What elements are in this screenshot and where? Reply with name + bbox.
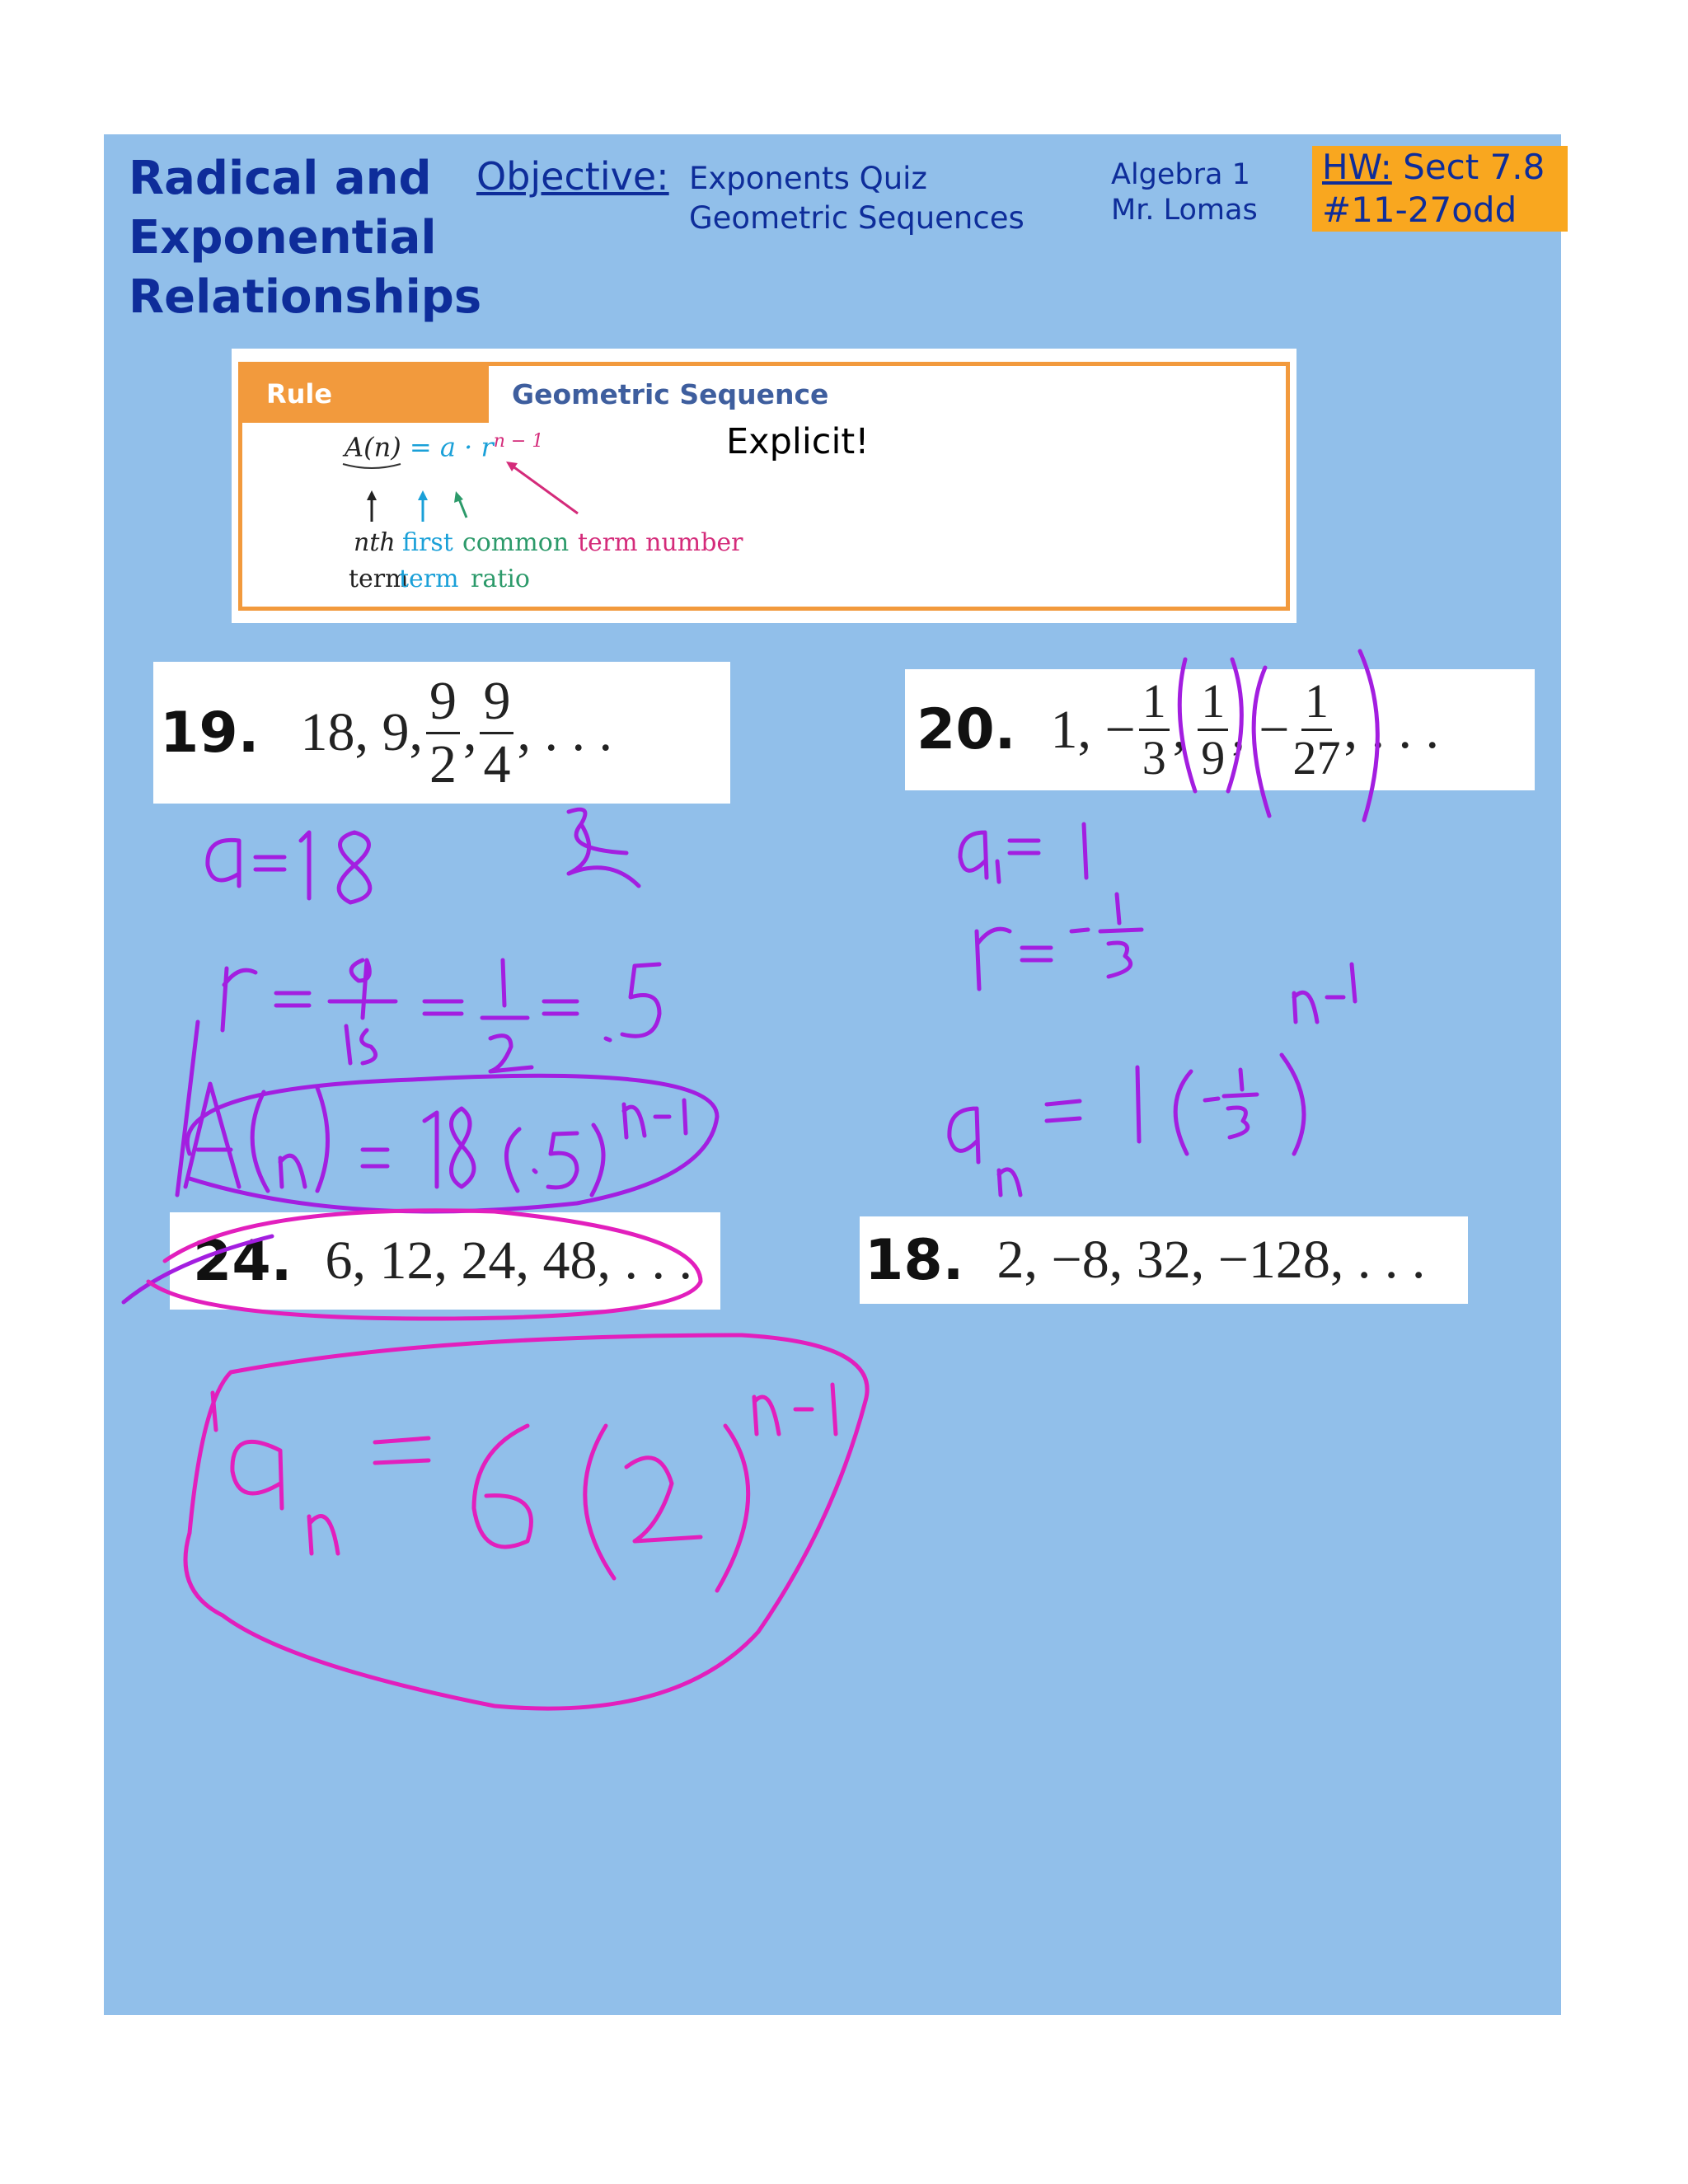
ink-p24-formula	[185, 1335, 867, 1708]
explicit-note: Explicit!	[726, 421, 870, 462]
ink-p20-formula	[950, 964, 1355, 1195]
problem-number: 20.	[917, 697, 1016, 762]
label-first: first	[402, 528, 453, 557]
ink-paren	[1228, 659, 1241, 791]
label-nth: nth	[354, 528, 396, 557]
ink-strike	[124, 1236, 272, 1302]
formula-rhs: = a · r	[409, 431, 494, 463]
problem-20: 20. 1, − $\frac{1}{3}$ , $\frac{1}{9}$ , − $\frac{1}{27}$ , . . .	[905, 669, 1535, 790]
problem-lead: 18, 9,	[300, 702, 423, 762]
hw-section: Sect 7.8	[1403, 147, 1545, 187]
title-line-2: Exponential	[129, 211, 437, 265]
fraction: $\frac{9}{4}$	[480, 674, 513, 792]
problem-number: 24.	[193, 1228, 293, 1294]
ink-p19-formula	[177, 1022, 717, 1212]
teacher-name: Mr. Lomas	[1111, 194, 1258, 227]
fraction: $\frac{1}{27}$	[1292, 674, 1341, 785]
rule-tab: Rule	[241, 365, 489, 423]
ink-paren	[1360, 651, 1377, 820]
label-first-term: term	[399, 565, 459, 593]
ink-circle	[148, 1211, 701, 1319]
problem-19: 19. 18, 9, $\frac{9}{2}$ , $\frac{9}{4}$ , . . .	[153, 662, 730, 804]
ink-p20-r	[977, 894, 1142, 989]
objective-item: Geometric Sequences	[689, 200, 1025, 236]
fraction: $\frac{1}{3}$	[1139, 677, 1170, 782]
ink-p19-r	[223, 960, 659, 1071]
hw-label: HW:	[1322, 147, 1392, 187]
objective-item: Exponents Quiz	[689, 161, 927, 196]
fraction: $\frac{9}{2}$	[426, 674, 460, 792]
fraction: $\frac{1}{9}$	[1198, 677, 1228, 782]
problem-number: 18.	[865, 1227, 964, 1293]
objective-label: Objective:	[476, 154, 669, 199]
ink-paren	[1254, 668, 1269, 816]
problem-lead: 1, −	[1050, 699, 1136, 760]
problem-tail: , . . .	[517, 702, 612, 762]
course-name: Algebra 1	[1111, 158, 1250, 191]
ink-scribble	[569, 809, 639, 886]
problem-text: 2, −8, 32, −128, . . .	[996, 1230, 1426, 1290]
ink-p20-a	[960, 824, 1086, 882]
hw-problems: #11-27odd	[1322, 190, 1517, 230]
problem-text: 6, 12, 24, 48, . . .	[325, 1230, 692, 1291]
label-common: common	[462, 528, 570, 557]
label-ratio: ratio	[471, 565, 530, 593]
title-line-1: Radical and	[129, 152, 432, 205]
label-nth-term: term	[349, 565, 409, 593]
problem-tail: , . . .	[1343, 699, 1439, 760]
ink-paren	[1179, 659, 1195, 791]
rule-heading: Geometric Sequence	[512, 378, 829, 410]
ink-p19-a	[208, 832, 370, 902]
title-line-3: Relationships	[129, 270, 482, 324]
formula-lhs: A(n)	[345, 431, 401, 463]
formula-exponent: n − 1	[493, 431, 544, 452]
label-term-number: term number	[578, 528, 743, 557]
problem-number: 19.	[160, 700, 260, 766]
